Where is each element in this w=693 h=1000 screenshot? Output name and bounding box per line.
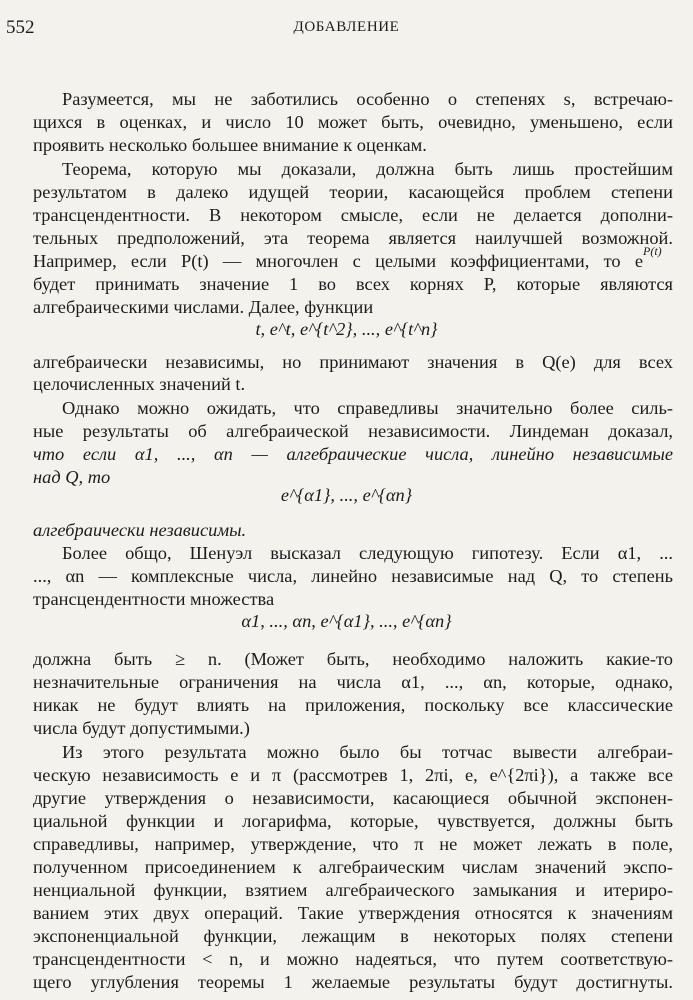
text-line: алгебраически независимы. [33, 520, 247, 540]
text-line: циальной функции и логарифма, которые, чувствуется, должны быть [33, 811, 673, 831]
exponent-superscript: P(t) [643, 244, 662, 258]
running-head: ДОБАВЛЕНИЕ [293, 19, 400, 35]
page-header [4, 17, 689, 39]
text-line: целочисленных значений t. [33, 374, 246, 394]
text-line: никак не будут влиять на приложения, поскольку все классические [33, 695, 673, 715]
formula-exp-alpha: e^{α1}, ..., e^{αn} [280, 485, 413, 505]
text-line: Разумеется, мы не заботились особенно о степенях s, встречаю- [62, 89, 673, 109]
text-line: ные результаты об алгебраической независимости. Линдеман доказал, [33, 421, 673, 441]
text-line: полученном присоединением к алгебраическим числам значений экспо- [33, 857, 673, 877]
text-line: что если α1, ..., αn — алгебраические числа, линейно независимые [33, 444, 673, 464]
text-line: ненциальной функции, взятием алгебраического замыкания и итериро- [33, 880, 673, 900]
page-number: 552 [6, 17, 35, 38]
text-line: алгебраически независимы, но принимают значения в Q(e) для всех [33, 352, 673, 372]
text-line: Теорема, которую мы доказали, должна быть лишь простейшим [62, 159, 673, 179]
text-line: алгебраическими числами. Далее, функции [33, 297, 374, 317]
text-line: трансцендентности множества [33, 589, 275, 609]
text-line: результатом в далеко идущей теории, касающейся проблем степени [33, 182, 673, 202]
text-line: Например, если P(t) — многочлен с целыми коэффициентами, то e [33, 251, 643, 271]
text-line: трансцендентности. В некотором смысле, если не делается дополни- [33, 205, 673, 225]
text-line: экспоненциальной функции, лежащим в некоторых полях степени [33, 926, 673, 946]
formula-alpha-set: α1, ..., αn, e^{α1}, ..., e^{αn} [241, 611, 452, 631]
text-line: должна быть ≥ n. (Может быть, необходимо наложить какие-то [33, 649, 673, 669]
text-line: проявить несколько большее внимание к оценкам. [33, 135, 427, 155]
text-line: ванием этих двух операций. Такие утверждения относятся к значениям [33, 903, 673, 923]
text-line: другие утверждения о независимости, касающиеся обычной экспонен- [33, 788, 673, 808]
text-line: Из этого результата можно было бы тотчас вывести алгебраи- [62, 742, 673, 762]
text-line: числа будут допустимыми.) [33, 718, 250, 738]
text-line: Однако можно ожидать, что справедливы значительно более силь- [62, 398, 673, 418]
text-line: над Q, то [33, 467, 111, 487]
text-line: щего углубления теоремы 1 желаемые результаты будут достигнуты. [33, 972, 673, 992]
text-line: будет принимать значение 1 во всех корнях P, которые являются [33, 274, 673, 294]
text-line: ческую независимость e и π (рассмотрев 1, 2πi, e, e^{2πi}), а также все [33, 765, 673, 785]
text-line: ..., αn — комплексные числа, линейно независимые над Q, то степень [33, 566, 673, 586]
text-line: щихся в оценках, и число 10 может быть, очевидно, уменьшено, если [33, 112, 673, 132]
text-line: тельных предположений, эта теорема является наилучшей возможной. [33, 228, 673, 248]
text-line: незначительные ограничения на числа α1, ..., αn, которые, однако, [33, 672, 673, 692]
text-line: трансцендентности < n, и можно надеяться, что путем соответствую- [33, 949, 673, 969]
formula-exponentials: t, e^t, e^{t^2}, ..., e^{t^n} [255, 319, 438, 339]
text-line: справедливы, например, утверждение, что π не может лежать в поле, [33, 834, 673, 854]
text-line: Более общо, Шенуэл высказал следующую гипотезу. Если α1, ... [62, 543, 673, 563]
